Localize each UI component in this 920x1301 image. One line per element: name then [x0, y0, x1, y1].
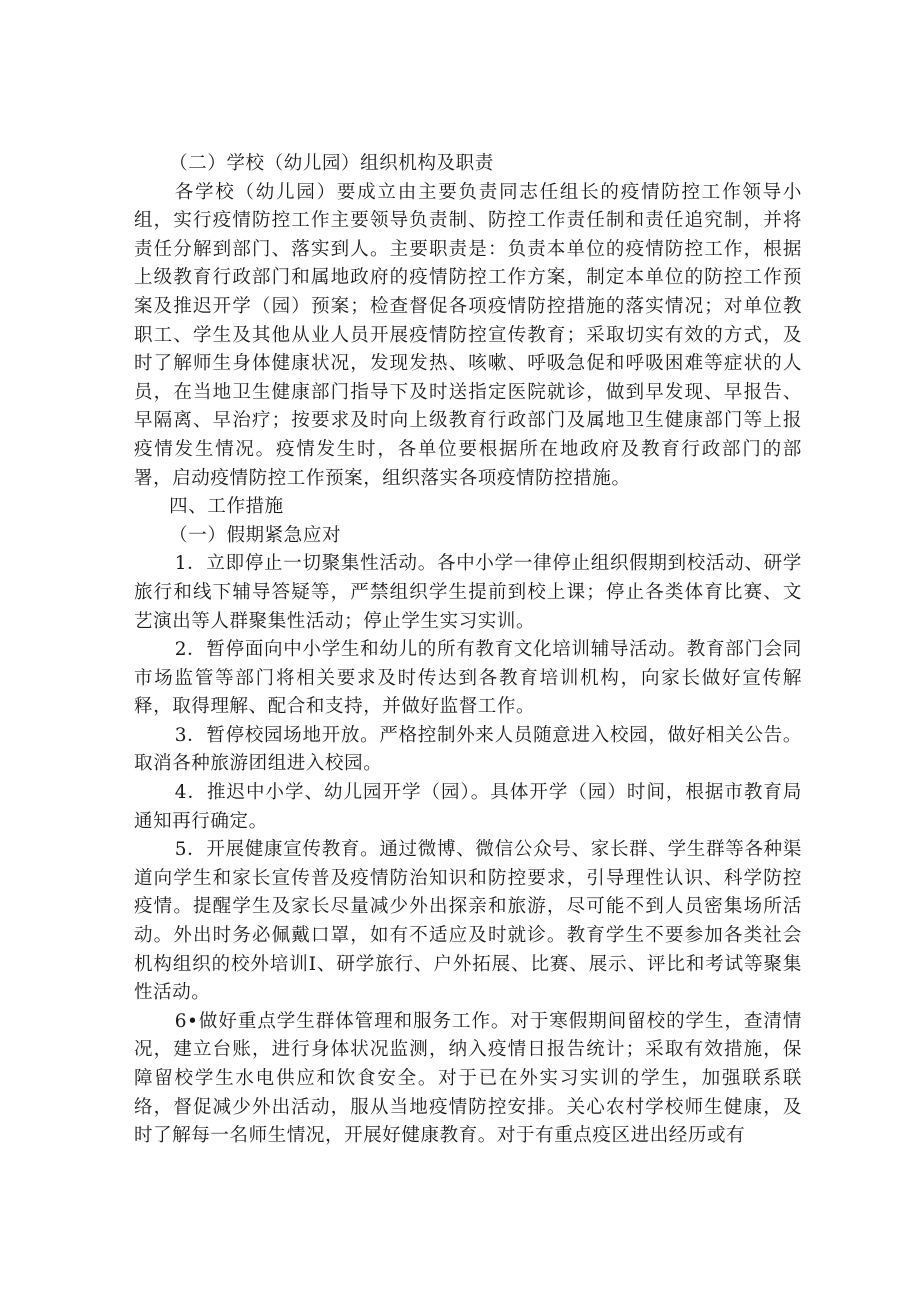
paragraph-school-responsibilities: 各学校（幼儿园）要成立由主要负责同志任组长的疫情防控工作领导小组，实行疫情防控工作主要领导负责制、防控工作责任制和责任追究制，并将责任分解到部门、落实到人。主要职责是：负责本单位的疫情防控工作，根据上级教育行政部门和属地政府的疫情防控工作方案，制定本单位的防控工作预案及推迟开学（园）预案；检查督促各项疫情防控措施的落实情况；对单位教职工、学生及其他从业人员开展疫情防控宣传教育；采取切实有效的方式，及时了解师生身体健康状况，发现发热、咳嗽、呼吸急促和呼吸困难等症状的人员，在当地卫生健康部门指导下及时送指定医院就诊，做到早发现、早报告、早隔离、早治疗；按要求及时向上级教育行政部门及属地卫生健康部门等上报疫情发生情况。疫情发生时，各单位要根据所在地政府及教育行政部门的部署，启动疫情防控工作预案，组织落实各项疫情防控措施。 — [134, 181, 802, 489]
paragraph-item-2: 2．暂停面向中小学生和幼儿的所有教育文化培训辅导活动。教育部门会同市场监管等部门将相关要求及时传达到各教育培训机构，向家长做好宣传解释，取得理解、配合和支持，并做好监督工作。 — [134, 639, 802, 718]
section-heading-school-organization: （二）学校（幼儿园）组织机构及职责 — [169, 153, 494, 174]
paragraph-item-3: 3．暂停校园场地开放。严格控制外来人员随意进入校园，做好相关公告。取消各种旅游团组进入校园。 — [134, 724, 802, 775]
section-heading-holiday-response: （一）假期紧急应对 — [169, 524, 342, 546]
document-body — [134, 150, 802, 1151]
section-heading-work-measures: 四、工作措施 — [169, 496, 284, 518]
paragraph-item-5: 5．开展健康宣传教育。通过微博、微信公众号、家长群、学生群等各种渠道向学生和家长宣传普及疫情防治知识和防控要求，引导理性认识、科学防控疫情。提醒学生及家长尽量减少外出探亲和旅游，尽可能不到人员密集场所活动。外出时务必佩戴口罩，如有不适应及时就诊。教育学生不要参加各类社会机构组织的校外培训I、研学旅行、户外拓展、比赛、展示、评比和考试等聚集性活动。 — [134, 839, 802, 1004]
paragraph-item-4: 4．推迟中小学、幼儿园开学（园）。具体开学（园）时间，根据市教育局通知再行确定。 — [134, 782, 802, 832]
paragraph-item-6: 6•做好重点学生群体管理和服务工作。对于寒假期间留校的学生，查清情况，建立台账，进行身体状况监测，纳入疫情日报告统计；采取有效措施，保障留校学生水电供应和饮食安全。对于已在外实习实训的学生，加强联系联络，督促减少外出活动，服从当地疫情防控安排。关心农村学校师生健康，及时了解每一名师生情况，开展好健康教育。对于有重点疫区进出经历或有 — [134, 1010, 802, 1147]
paragraph-item-1: 1．立即停止一切聚集性活动。各中小学一律停止组织假期到校活动、研学旅行和线下辅导答疑等，严禁组织学生提前到校上课；停止各类体育比赛、文艺演出等人群聚集性活动；停止学生实习实训。 — [134, 553, 802, 632]
